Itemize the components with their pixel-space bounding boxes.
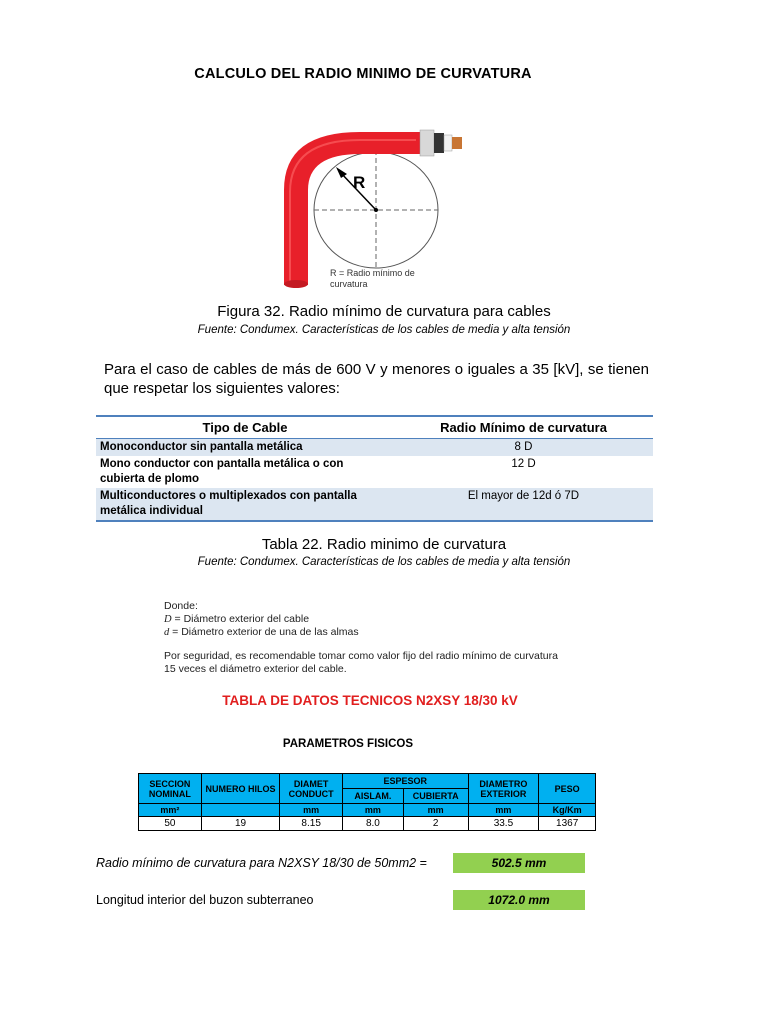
radius-label: R <box>353 173 366 192</box>
tech-data-table: SECCION NOMINAL NUMERO HILOS DIAMET CONDUCT ESPESOR DIAMETRO EXTERIOR PESO AISLAM. CUBIERTA mm² mm mm mm mm Kg/Km 50 19 8.15 8.0 2 33.5 1367 <box>138 773 596 831</box>
svg-text:R = Radio mínimo de: R = Radio mínimo de <box>330 268 415 278</box>
table-row: Monoconductor sin pantalla metálica 8 D <box>96 439 653 457</box>
result-label-longitud: Longitud interior del buzon subterraneo <box>96 893 314 907</box>
header-tipo: Tipo de Cable <box>202 420 288 435</box>
result-label-radio: Radio mínimo de curvatura para N2XSY 18/30 de 50mm2 = <box>96 856 427 870</box>
result-value-longitud: 1072.0 mm <box>453 890 585 910</box>
svg-text:curvatura: curvatura <box>330 279 368 289</box>
figure-caption: Figura 32. Radio mínimo de curvatura para cables <box>217 303 551 320</box>
tech-title: TABLA DE DATOS TECNICOS N2XSY 18/30 kV <box>222 693 518 708</box>
result-value-radio: 502.5 mm <box>453 853 585 873</box>
table-caption: Tabla 22. Radio minimo de curvatura <box>261 536 507 553</box>
tech-subtitle: PARAMETROS FISICOS <box>282 738 414 750</box>
notes-D: D = Diámetro exterior del cable <box>164 613 310 625</box>
table-row: Multiconductores o multiplexados con pantalla metálica individual El mayor de 12d ó 7D <box>96 488 653 521</box>
table-row: Mono conductor con pantalla metálica o con cubierta de plomo 12 D <box>100 458 536 485</box>
intro-paragraph: Para el caso de cables de más de 600 V y menores o iguales a 35 [kV], se tienen que respetar los siguientes valores: <box>104 361 649 397</box>
table-row: 50 19 8.15 8.0 2 33.5 1367 <box>139 817 596 831</box>
table-source: Fuente: Condumex. Características de los cables de media y alta tensión <box>197 556 571 568</box>
header-radio: Radio Mínimo de curvatura <box>440 420 607 435</box>
notes-donde: Donde: <box>164 600 198 612</box>
cable-bend-figure <box>270 120 500 300</box>
cable-radius-table <box>96 415 653 522</box>
page-title: CALCULO DEL RADIO MINIMO DE CURVATURA <box>194 66 532 82</box>
notes-d: d = Diámetro exterior de una de las almas <box>164 626 359 638</box>
notes-seguridad: Por seguridad, es recomendable tomar como valor fijo del radio mínimo de curvatura 15 veces el diámetro exterior del cable. <box>164 650 558 675</box>
figure-source: Fuente: Condumex. Características de los cables de media y alta tensión <box>197 324 571 336</box>
